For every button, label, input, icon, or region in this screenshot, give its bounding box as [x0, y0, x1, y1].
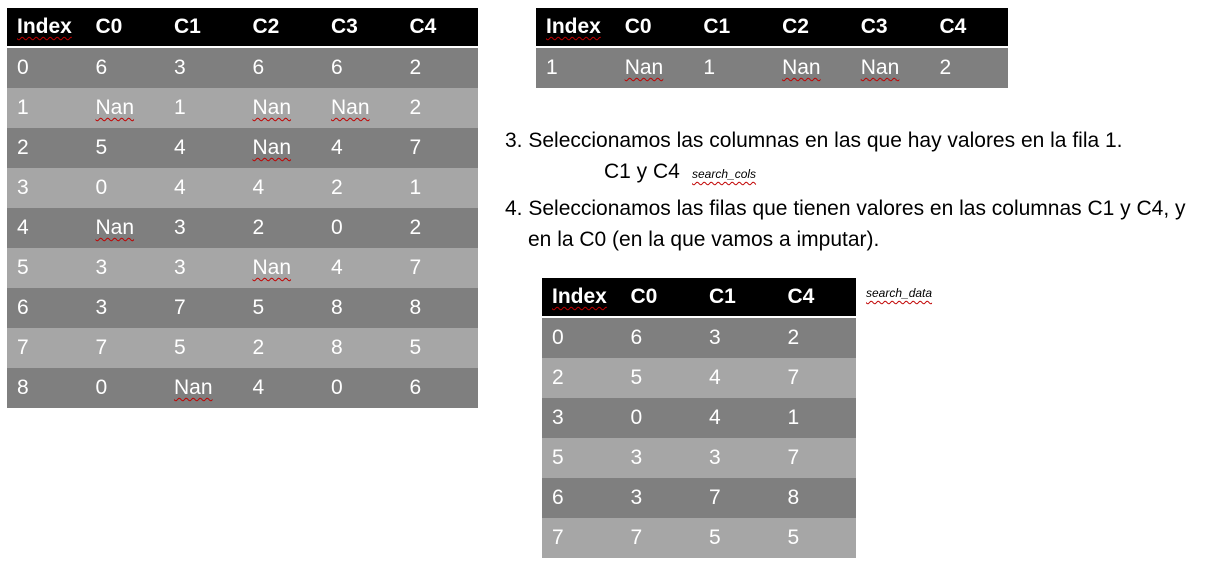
column-header: C0	[621, 278, 700, 317]
search-data-table	[542, 278, 856, 558]
column-header: C0	[615, 8, 694, 47]
table-header-row	[7, 8, 478, 47]
column-header: C4	[778, 278, 857, 317]
table-cell: 3	[621, 478, 700, 518]
step-4-line-2: en la C0 (en la que vamos a imputar).	[528, 228, 880, 251]
column-header: C4	[929, 8, 1008, 47]
table-row	[7, 328, 478, 368]
table-cell: 5	[164, 328, 243, 368]
column-header: C3	[321, 8, 400, 47]
table-cell: 1	[400, 168, 479, 208]
table-cell: 8	[321, 328, 400, 368]
table-header-row	[542, 278, 856, 317]
table-cell: 1	[164, 88, 243, 128]
table-cell: 7	[400, 128, 479, 168]
full-data-table	[7, 8, 478, 408]
table-cell: 7	[86, 328, 165, 368]
table-cell: 4	[7, 208, 86, 248]
table-row	[7, 168, 478, 208]
table-cell: Nan	[321, 88, 400, 128]
table-cell: 2	[400, 208, 479, 248]
table-row	[7, 368, 478, 408]
table-cell: 3	[621, 438, 700, 478]
table-cell: 7	[699, 478, 778, 518]
column-header: Index	[536, 8, 615, 47]
table-cell: 5	[542, 438, 621, 478]
column-header: C0	[86, 8, 165, 47]
table-cell: 3	[86, 288, 165, 328]
column-header: C1	[164, 8, 243, 47]
table-cell: 7	[621, 518, 700, 558]
table-cell: 3	[164, 248, 243, 288]
table-cell: 1	[7, 88, 86, 128]
table-cell: 6	[621, 317, 700, 358]
table-cell: 0	[86, 368, 165, 408]
column-header: C1	[693, 8, 772, 47]
table-body	[7, 47, 478, 408]
table-cell: 3	[7, 168, 86, 208]
table-cell: 3	[164, 47, 243, 88]
table-cell: 4	[243, 168, 322, 208]
table-cell: 1	[693, 47, 772, 88]
table-cell: 8	[400, 288, 479, 328]
table-cell: 6	[86, 47, 165, 88]
table-cell: 4	[699, 358, 778, 398]
table-cell: 6	[321, 47, 400, 88]
table-cell: 0	[321, 368, 400, 408]
table-cell: 0	[542, 317, 621, 358]
column-header: Index	[542, 278, 621, 317]
table-cell: Nan	[243, 128, 322, 168]
table-row	[542, 398, 856, 438]
table-cell: Nan	[851, 47, 930, 88]
table-cell: 7	[778, 438, 857, 478]
table-cell: 2	[321, 168, 400, 208]
column-header: C3	[851, 8, 930, 47]
table-cell: 8	[7, 368, 86, 408]
table-cell: 0	[86, 168, 165, 208]
column-header: Index	[7, 8, 86, 47]
table-row	[7, 248, 478, 288]
column-header: C1	[699, 278, 778, 317]
table-cell: 5	[400, 328, 479, 368]
table-row	[7, 208, 478, 248]
table-cell: 3	[164, 208, 243, 248]
table-cell: 7	[164, 288, 243, 328]
table-header-row	[536, 8, 1008, 47]
table-cell: 5	[699, 518, 778, 558]
table-cell: Nan	[243, 88, 322, 128]
step-3-text: 3. Seleccionamos las columnas en las que hay valores en la fila 1.	[505, 129, 1123, 152]
search-data-label: search_data	[866, 286, 933, 300]
table-cell: 5	[86, 128, 165, 168]
search-cols-label: search_cols	[692, 167, 757, 181]
table-cell: 2	[243, 328, 322, 368]
table-cell: 6	[400, 368, 479, 408]
table-body	[536, 47, 1008, 88]
table-cell: 7	[542, 518, 621, 558]
table-cell: 4	[699, 398, 778, 438]
table-row	[7, 88, 478, 128]
table-cell: 3	[699, 317, 778, 358]
table-cell: 2	[929, 47, 1008, 88]
table-body	[542, 317, 856, 558]
table-row	[7, 128, 478, 168]
table-cell: 5	[621, 358, 700, 398]
table-cell: 6	[7, 288, 86, 328]
table-cell: 8	[321, 288, 400, 328]
column-header: C2	[243, 8, 322, 47]
table-row	[536, 47, 1008, 88]
table-cell: 4	[321, 248, 400, 288]
table-cell: Nan	[86, 88, 165, 128]
table-cell: 5	[243, 288, 322, 328]
table-cell: 6	[542, 478, 621, 518]
table-cell: 6	[243, 47, 322, 88]
table-row	[542, 438, 856, 478]
table-cell: Nan	[243, 248, 322, 288]
step-3-result: C1 y C4	[604, 160, 680, 183]
table-cell: 5	[778, 518, 857, 558]
table-cell: 4	[243, 368, 322, 408]
table-cell: 3	[699, 438, 778, 478]
table-cell: 7	[400, 248, 479, 288]
table-cell: 2	[243, 208, 322, 248]
table-cell: 4	[164, 128, 243, 168]
table-cell: 2	[400, 47, 479, 88]
table-cell: 7	[7, 328, 86, 368]
table-cell: 5	[7, 248, 86, 288]
table-cell: 0	[621, 398, 700, 438]
table-cell: Nan	[86, 208, 165, 248]
table-cell: 2	[7, 128, 86, 168]
table-cell: 4	[164, 168, 243, 208]
table-cell: 0	[7, 47, 86, 88]
table-row	[7, 47, 478, 88]
step-4-line-1: 4. Seleccionamos las filas que tienen valores en las columnas C1 y C4, y	[505, 197, 1186, 220]
row-1-table	[536, 8, 1008, 88]
table-cell: 2	[778, 317, 857, 358]
table-cell: 4	[321, 128, 400, 168]
column-header: C4	[400, 8, 479, 47]
table-cell: 7	[778, 358, 857, 398]
table-cell: 1	[536, 47, 615, 88]
table-cell: Nan	[164, 368, 243, 408]
table-row	[542, 478, 856, 518]
table-cell: 2	[400, 88, 479, 128]
table-row	[542, 518, 856, 558]
table-cell: 0	[321, 208, 400, 248]
table-cell: 2	[542, 358, 621, 398]
table-cell: 1	[778, 398, 857, 438]
table-cell: 3	[542, 398, 621, 438]
table-row	[542, 317, 856, 358]
table-cell: 8	[778, 478, 857, 518]
column-header: C2	[772, 8, 851, 47]
table-cell: 3	[86, 248, 165, 288]
table-cell: Nan	[772, 47, 851, 88]
table-row	[7, 288, 478, 328]
table-cell: Nan	[615, 47, 694, 88]
table-row	[542, 358, 856, 398]
